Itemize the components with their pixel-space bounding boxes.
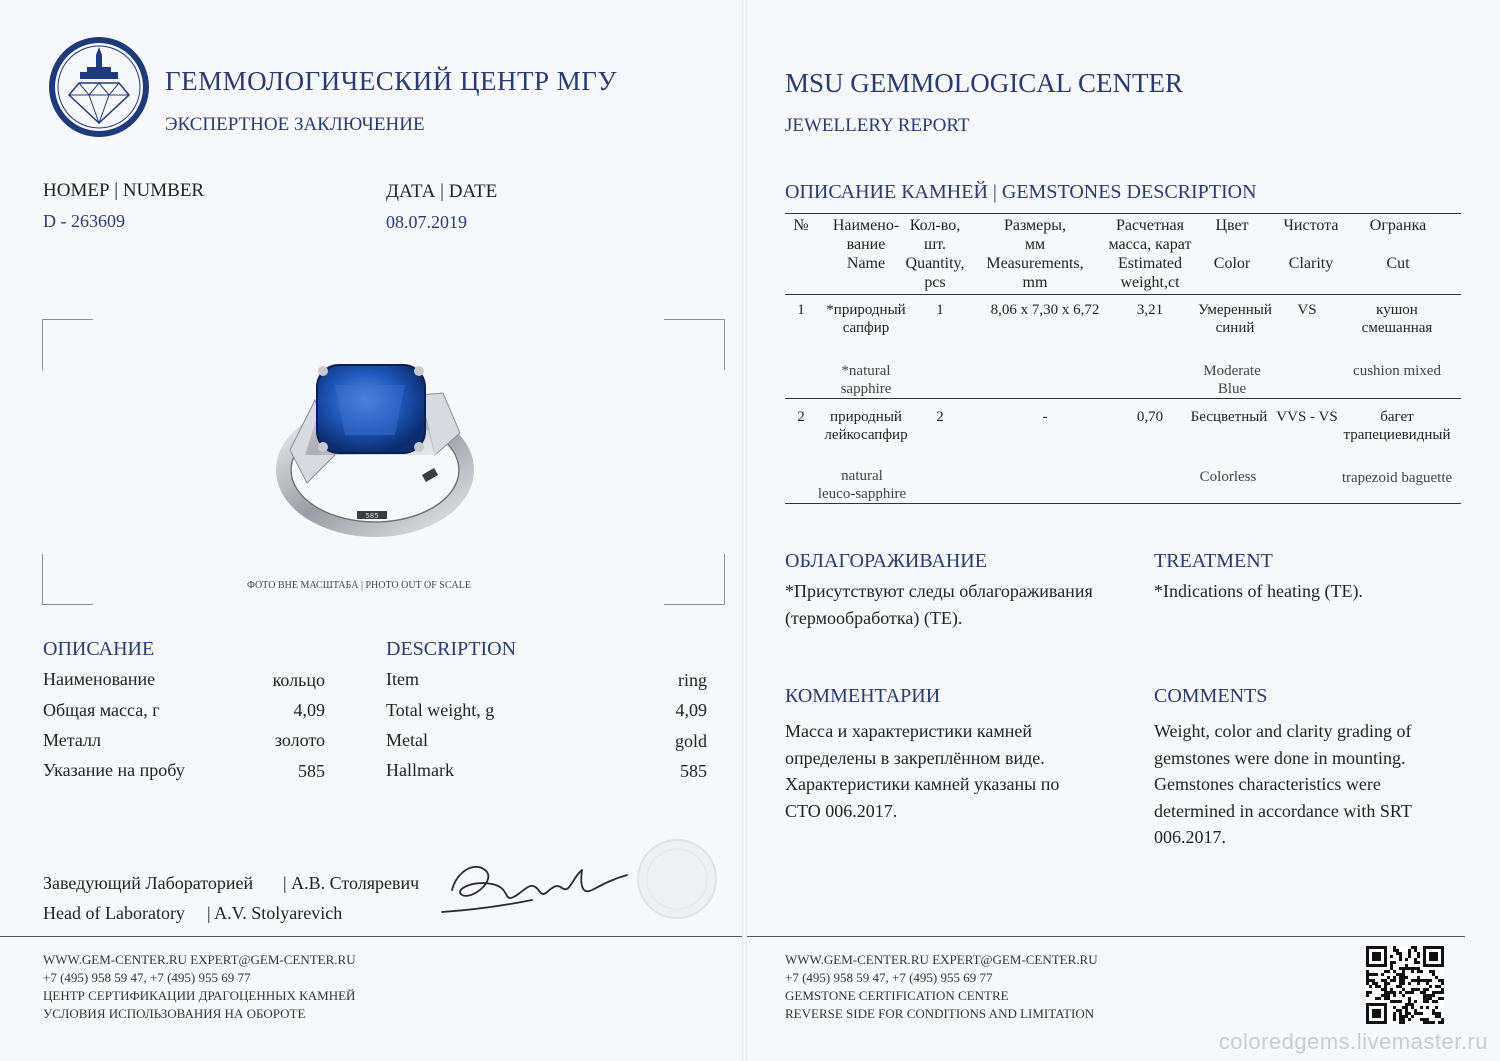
th-quantity-ru: Кол-во, шт. — [909, 217, 961, 253]
left-footer-line-phone: +7 (495) 958 59 47, +7 (495) 955 69 77 — [43, 970, 251, 985]
photo-caption: ФОТО ВНЕ МАСШТАБА | PHOTO OUT OF SCALE — [247, 580, 471, 591]
description-heading-en: DESCRIPTION — [386, 638, 517, 660]
th-measurements-en: Measurements, mm — [986, 255, 1084, 291]
number-label: НОМЕР | NUMBER — [43, 180, 205, 201]
th-weight-ru: Расчетная масса, карат — [1108, 217, 1192, 253]
row2-cut-ru: багет трапециевидный — [1343, 409, 1451, 443]
left-footer-line-web: WWW.GEM-CENTER.RU EXPERT@GEM-CENTER.RU — [43, 952, 356, 967]
watermark-text: coloredgems.livemaster.ru — [1218, 1029, 1488, 1054]
center-title-en: MSU GEMMOLOGICAL CENTER — [785, 68, 1183, 98]
th-cut-en: Cut — [1386, 255, 1410, 272]
comments-heading-en: COMMENTS — [1154, 685, 1268, 707]
desc-en-label-item: Item — [386, 669, 419, 689]
table-bottom-line — [785, 503, 1461, 504]
th-color-en: Color — [1213, 255, 1251, 272]
th-name-ru: Наимено- вание — [832, 217, 900, 253]
desc-en-label-hallmark: Hallmark — [386, 760, 454, 780]
treatment-heading-ru: ОБЛАГОРАЖИВАНИЕ — [785, 550, 987, 572]
row2-name-en: natural leuco-sapphire — [817, 468, 907, 502]
desc-ru-value-weight: 4,09 — [293, 700, 325, 720]
th-measurements — [975, 216, 1095, 292]
right-footer-line-web: WWW.GEM-CENTER.RU EXPERT@GEM-CENTER.RU — [785, 952, 1098, 967]
th-clarity-ru: Чистота — [1283, 217, 1339, 234]
right-footer — [785, 951, 1098, 1023]
row2-number: 2 — [797, 409, 805, 425]
desc-en-value-metal: gold — [674, 731, 707, 751]
table-top-line — [785, 213, 1461, 214]
th-number — [787, 216, 815, 235]
right-footer-line-centre: GEMSTONE CERTIFICATION CENTRE — [785, 988, 1009, 1003]
row1-name-en: *natural sapphire — [840, 363, 892, 397]
th-weight-en: Estimated weight,ct — [1118, 255, 1182, 291]
row2-cut-en: trapezoid baguette — [1341, 470, 1453, 486]
row1-cut-ru: кушон смешанная — [1361, 302, 1433, 336]
center-title-ru: ГЕММОЛОГИЧЕСКИЙ ЦЕНТР МГУ — [165, 66, 617, 96]
right-footer-divider — [747, 936, 1465, 937]
date-value: 08.07.2019 — [386, 212, 467, 232]
treatment-text-en: *Indications of heating (TE). — [1154, 581, 1363, 601]
right-footer-line-conditions: REVERSE SIDE FOR CONDITIONS AND LIMITATION — [785, 1006, 1095, 1021]
desc-ru-value-item: кольцо — [272, 670, 325, 690]
gemstones-heading: ОПИСАНИЕ КАМНЕЙ | GEMSTONES DESCRIPTION — [785, 181, 1257, 203]
row2-quantity: 2 — [936, 409, 944, 425]
th-color — [1199, 216, 1265, 273]
msu-seal-logo — [47, 35, 151, 139]
report-subtitle-en: JEWELLERY REPORT — [785, 115, 970, 136]
th-clarity-en: Clarity — [1288, 255, 1334, 272]
comments-text-en: Weight, color and clarity grading of gemstones were done in mounting. Gemstones characteristics were determined in accordance with SRT 006.2017. — [1154, 721, 1412, 847]
left-footer-line-centre: ЦЕНТР СЕРТИФИКАЦИИ ДРАГОЦЕННЫХ КАМНЕЙ — [43, 988, 356, 1003]
date-label: ДАТА | DATE — [386, 181, 498, 202]
row1-measurements: 8,06 x 7,30 x 6,72 — [990, 302, 1100, 318]
desc-ru-label-item: Наименование — [43, 669, 156, 689]
desc-en-label-weight: Total weight, g — [386, 700, 495, 720]
photo-frame-corner-bl — [42, 554, 93, 605]
head-role-en: Head of Laboratory — [43, 903, 185, 923]
description-heading-ru: ОПИСАНИЕ — [43, 638, 155, 660]
row1-clarity: VS — [1297, 302, 1317, 318]
th-cut — [1351, 216, 1445, 273]
row1-name-ru: *природный сапфир — [826, 302, 906, 336]
row1-color-ru: Умеренный синий — [1198, 302, 1272, 336]
row2-weight: 0,70 — [1136, 409, 1164, 425]
row2-color-ru: Бесцветный — [1190, 409, 1268, 425]
handwritten-signature — [432, 850, 632, 920]
th-weight — [1097, 216, 1203, 292]
desc-en-label-metal: Metal — [386, 730, 428, 750]
row1-number: 1 — [797, 302, 805, 318]
treatment-heading-en: TREATMENT — [1154, 550, 1273, 572]
right-footer-line-phone: +7 (495) 958 59 47, +7 (495) 955 69 77 — [785, 970, 993, 985]
number-value: D - 263609 — [43, 211, 125, 231]
table-header-line — [785, 294, 1461, 295]
qr-code[interactable] — [1366, 946, 1444, 1024]
th-measurements-ru: Размеры, мм — [1003, 217, 1067, 253]
row2-measurements: - — [1042, 409, 1048, 425]
photo-frame-corner-tr — [664, 319, 725, 370]
head-name-ru: | А.В. Столяревич — [283, 873, 420, 893]
th-name-en: Name — [846, 255, 886, 272]
th-quantity-en: Quantity, pcs — [905, 255, 965, 291]
report-subtitle-ru: ЭКСПЕРТНОЕ ЗАКЛЮЧЕНИЕ — [165, 114, 425, 135]
row1-weight: 3,21 — [1136, 302, 1164, 318]
embossed-seal — [636, 838, 718, 920]
left-footer — [43, 951, 356, 1023]
row1-color-en: Moderate Blue — [1203, 363, 1261, 397]
table-row-line — [785, 398, 1461, 399]
th-number-ru: № — [793, 217, 809, 234]
desc-ru-label-weight: Общая масса, г — [43, 700, 160, 720]
th-color-ru: Цвет — [1215, 217, 1249, 234]
head-name-en: | A.V. Stolyarevich — [207, 903, 343, 923]
treatment-text-ru: *Присутствуют следы облагораживания (термообработка) (ТЕ). — [785, 581, 1093, 628]
head-role-ru: Заведующий Лабораторией — [43, 873, 254, 893]
comments-text-ru: Масса и характеристики камней определены в закреплённом виде. Характеристики камней указаны по СТО 006.2017. — [785, 721, 1060, 821]
photo-frame-corner-tl — [42, 319, 93, 370]
row2-name-ru: природный лейкосапфир — [824, 409, 908, 443]
sapphire-ring-photo — [265, 355, 480, 540]
th-cut-ru: Огранка — [1369, 217, 1427, 234]
right-page — [747, 0, 1500, 1061]
ring-engraving: 585 — [365, 512, 379, 520]
row2-clarity: VVS - VS — [1276, 409, 1338, 425]
desc-ru-label-metal: Металл — [43, 730, 101, 750]
left-page — [0, 0, 742, 1061]
desc-en-value-hallmark: 585 — [680, 761, 707, 781]
desc-ru-value-hallmark: 585 — [298, 761, 325, 781]
row2-color-en: Colorless — [1199, 469, 1257, 485]
photo-frame-corner-br — [664, 554, 725, 605]
row1-quantity: 1 — [936, 302, 944, 318]
left-footer-line-conditions: УСЛОВИЯ ИСПОЛЬЗОВАНИЯ НА ОБОРОТЕ — [43, 1006, 306, 1021]
desc-en-value-weight: 4,09 — [675, 700, 707, 720]
th-clarity — [1269, 216, 1353, 273]
th-quantity — [897, 216, 973, 292]
desc-ru-value-metal: золото — [274, 730, 325, 750]
comments-heading-ru: КОММЕНТАРИИ — [785, 685, 941, 707]
row1-cut-en: cushion mixed — [1353, 363, 1441, 379]
desc-en-value-item: ring — [678, 670, 707, 690]
left-footer-divider — [0, 936, 742, 937]
desc-ru-label-hallmark: Указание на пробу — [43, 760, 185, 780]
